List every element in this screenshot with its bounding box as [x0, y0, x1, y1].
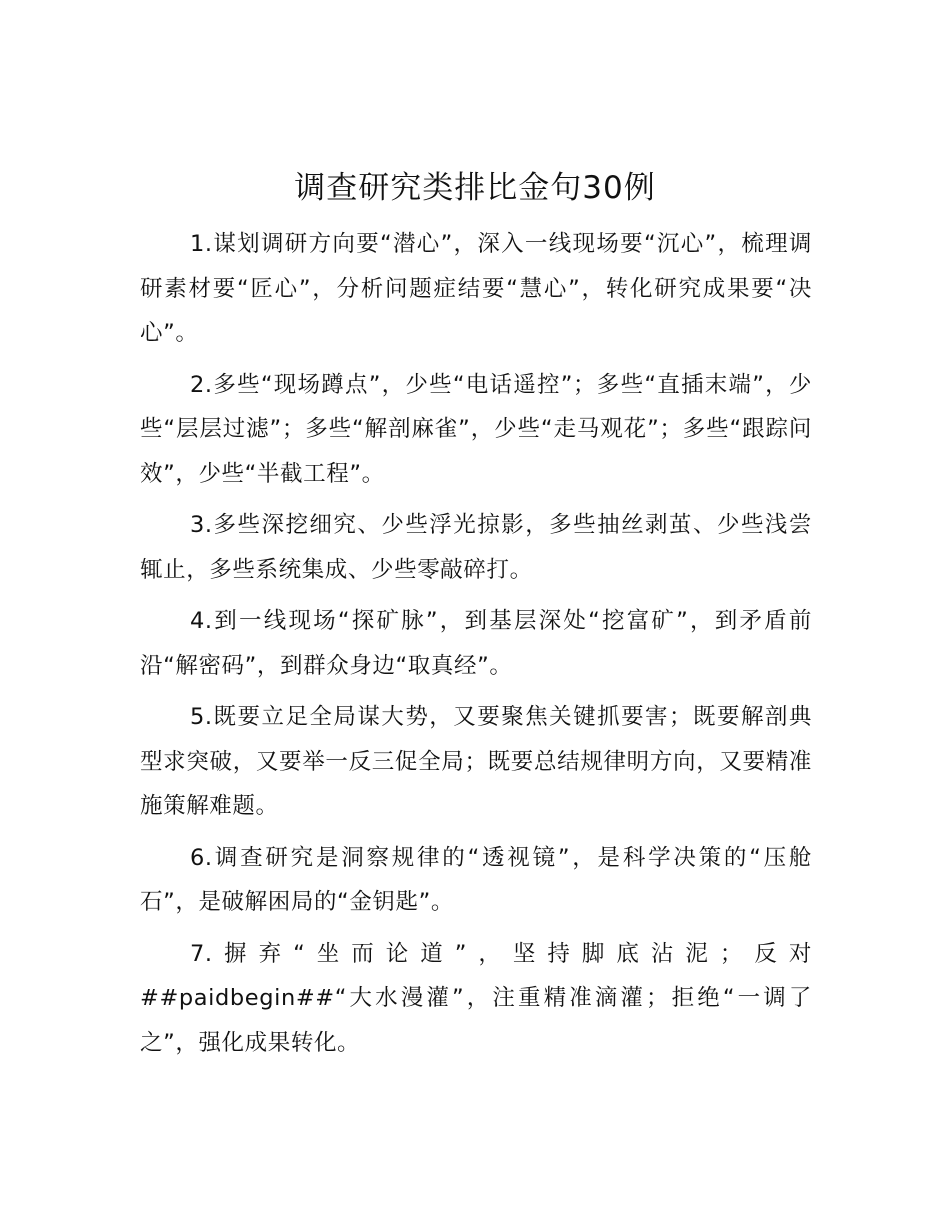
paragraph-1: 1.谋划调研方向要“潜心”，深入一线现场要“沉心”，梳理调研素材要“匠心”，分析问题症结要“慧心”，转化研究成果要“决心”。 — [140, 231, 812, 346]
paragraph-6: 6.调查研究是洞察规律的“透视镜”，是科学决策的“压舱石”，是破解困局的“金钥匙”。 — [140, 844, 812, 915]
paragraph-4: 4.到一线现场“探矿脉”，到基层深处“挖富矿”，到矛盾前沿“解密码”，到群众身边“取真经”。 — [140, 608, 812, 679]
paragraph-2: 2.多些“现场蹲点”，少些“电话遥控”；多些“直插末端”，少些“层层过滤”；多些“解剖麻雀”，少些“走马观花”；多些“跟踪问效”，少些“半截工程”。 — [140, 371, 812, 487]
paragraph-3: 3.多些深挖细究、少些浮光掠影，多些抽丝剥茧、少些浅尝辄止，多些系统集成、少些零敲碎打。 — [140, 512, 812, 583]
document-body — [140, 222, 812, 1072]
paragraph-7: 7.摒弃“坐而论道”，坚持脚底沾泥；反对##paidbegin##“大水漫灌”，注重精准滴灌；拒绝“一调了之”，强化成果转化。 — [140, 940, 812, 1056]
paragraph-5: 5.既要立足全局谋大势，又要聚焦关键抓要害；既要解剖典型求突破，又要举一反三促全局；既要总结规律明方向，又要精准施策解难题。 — [140, 704, 812, 819]
document-title: 调查研究类排比金句30例 — [294, 170, 656, 206]
